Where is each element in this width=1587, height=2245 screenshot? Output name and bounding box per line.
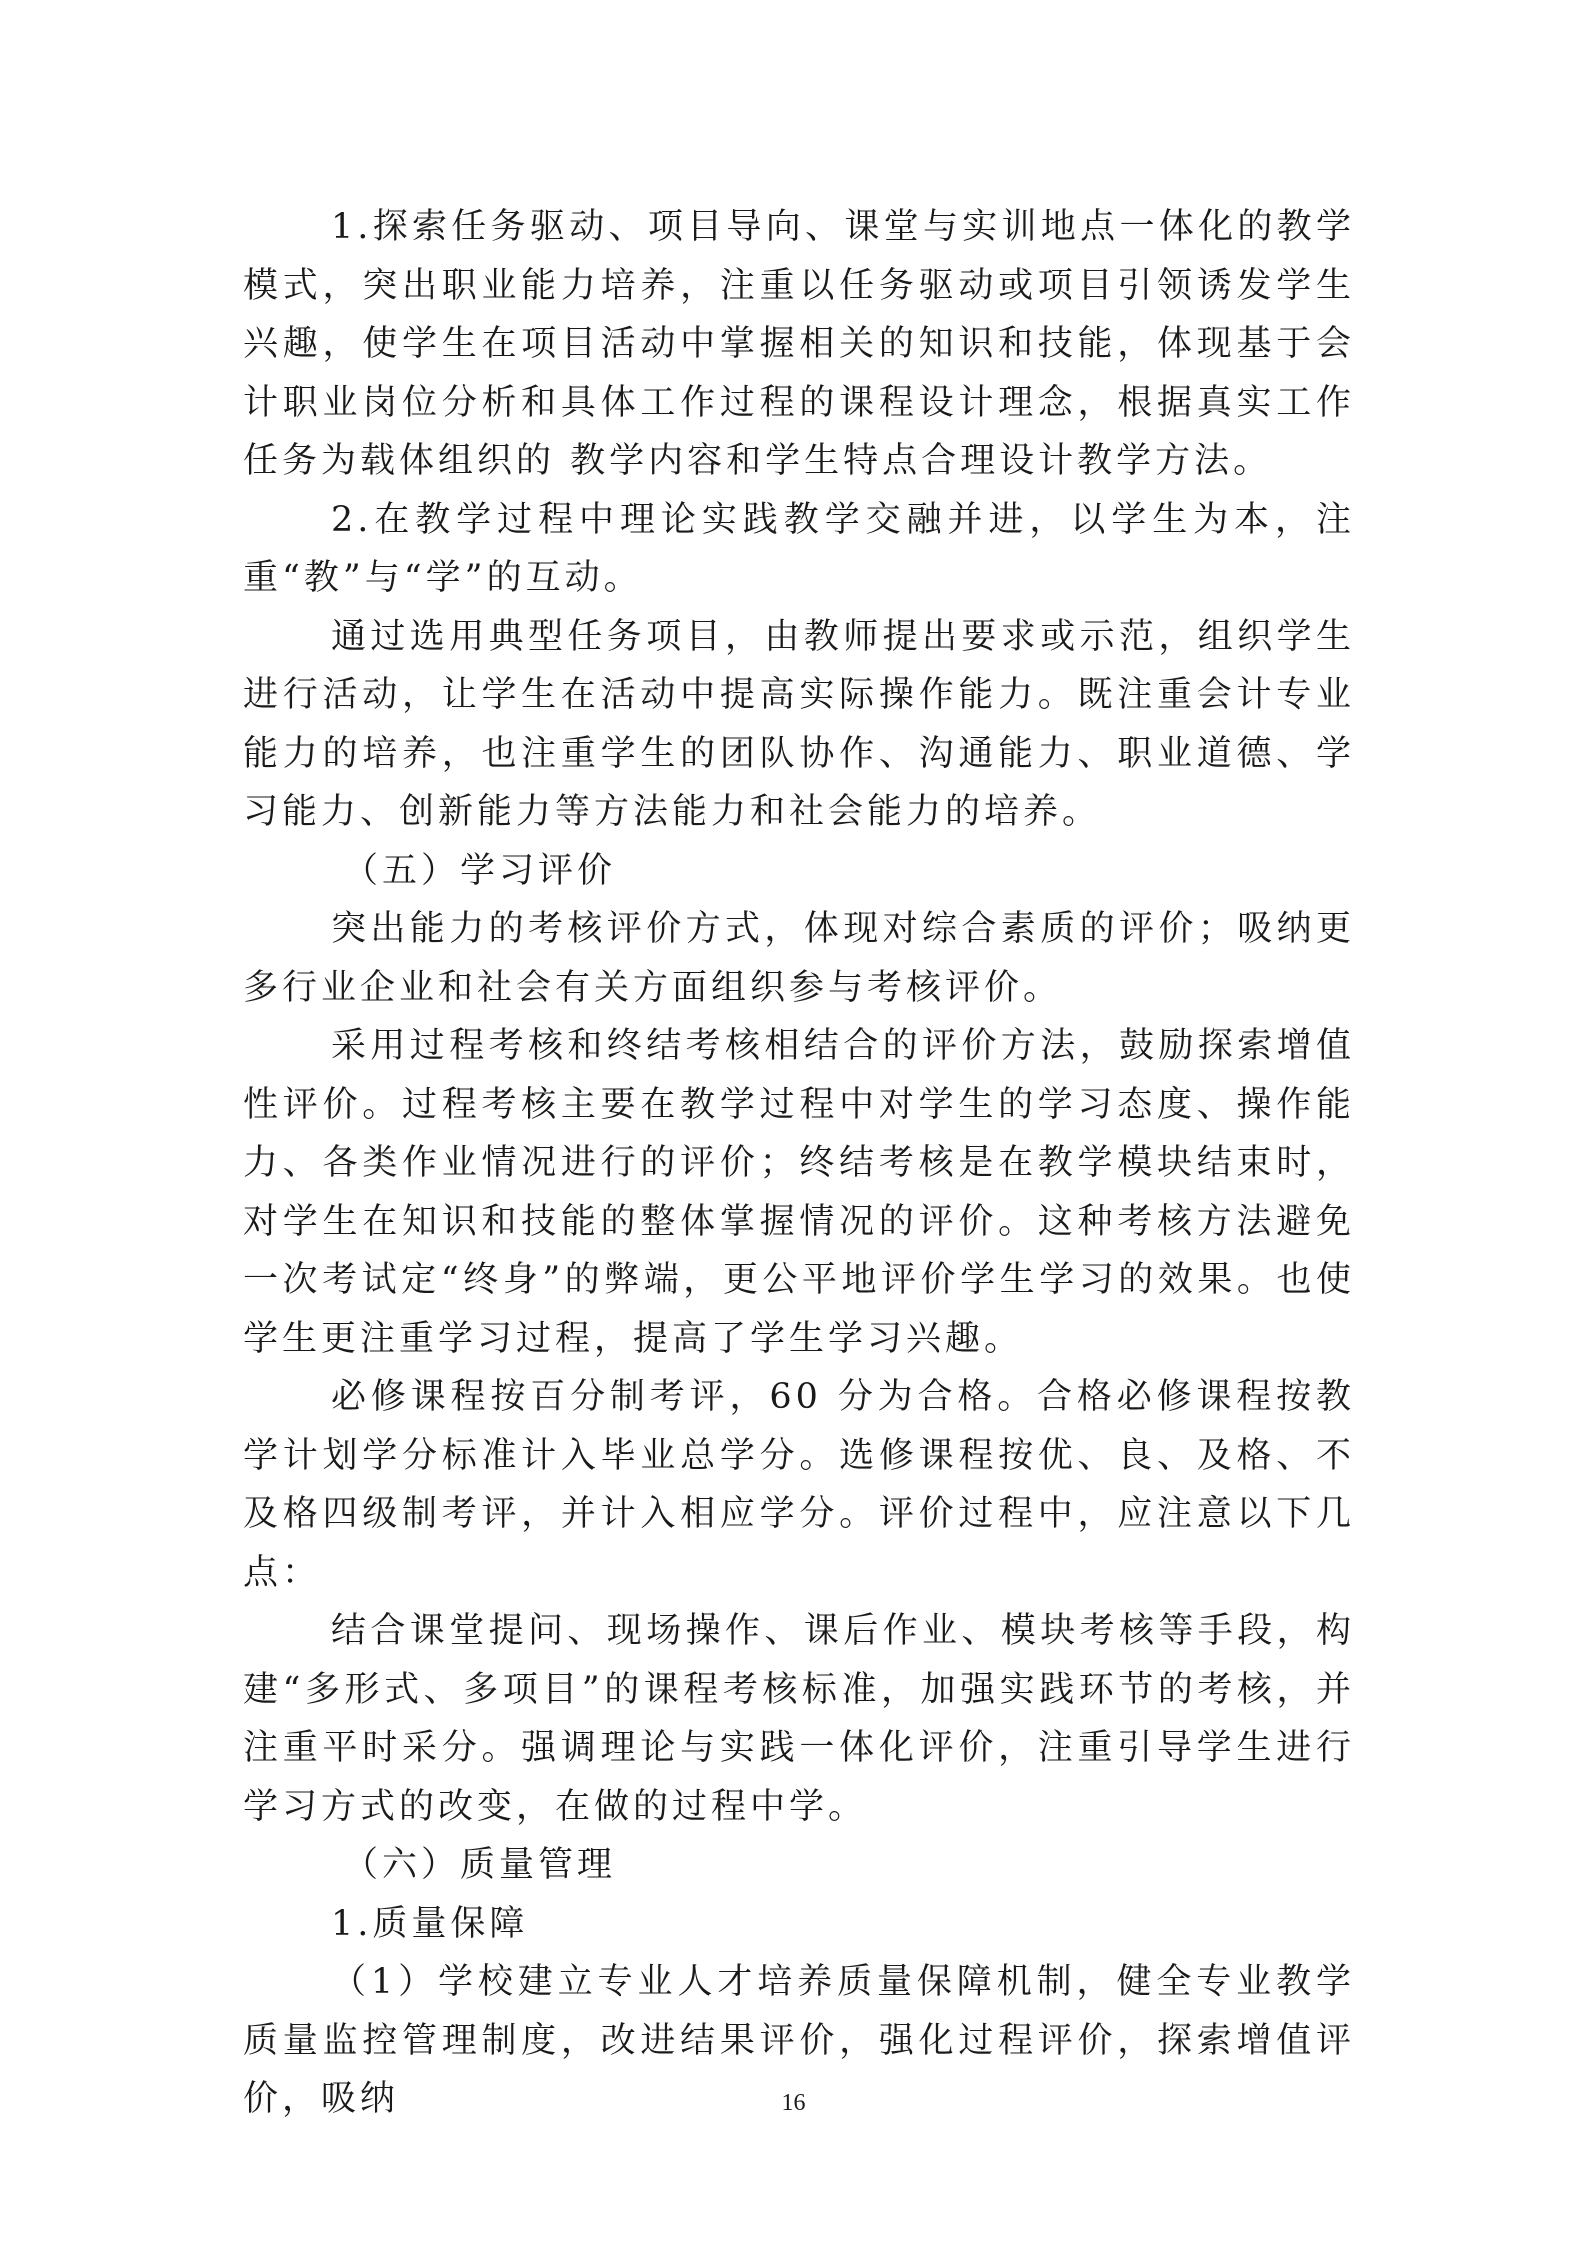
page-number: 16 <box>781 2090 806 2116</box>
paragraph-process-final-assessment: 采用过程考核和终结考核相结合的评价方法，鼓励探索增值性评价。过程考核主要在教学过程中对学生的学习态度、操作能力、各类作业情况进行的评价；终结考核是在教学模块结束时，对学生在知识和技能的整体掌握情况的评价。这种考核方法避免一次考试定“终身”的弊端，更公平地评价学生学习的效果。也使学生更注重学习过程，提高了学生学习兴趣。 <box>243 1026 1355 1359</box>
paragraph-grading-rules: 必修课程按百分制考评，60 分为合格。合格必修课程按教学计划学分标准计入毕业总学分。选修课程按优、良、及格、不及格四级制考评，并计入相应学分。评价过程中，应注意以下几点： <box>243 1377 1355 1593</box>
section-heading-learning-evaluation: （五）学习评价 <box>343 850 617 891</box>
body-text <box>243 198 1355 2129</box>
paragraph-ability-assessment: 突出能力的考核评价方式，体现对综合素质的评价；吸纳更多行业企业和社会有关方面组织参与考核评价。 <box>243 909 1355 1008</box>
paragraph-teaching-mode: 1.探索任务驱动、项目导向、课堂与实训地点一体化的教学模式，突出职业能力培养，注重以任务驱动或项目引领诱发学生兴趣，使学生在项目活动中掌握相关的知识和技能，体现基于会计职业岗位分析和具体工作过程的课程设计理念，根据真实工作任务为载体组织的 教学内容和学生特点合理设计教学方法。 <box>243 207 1355 481</box>
paragraph-theory-practice: 2.在教学过程中理论实践教学交融并进，以学生为本，注重“教”与“学”的互动。 <box>243 499 1355 598</box>
paragraph-task-projects: 通过选用典型任务项目，由教师提出要求或示范，组织学生进行活动，让学生在活动中提高实际操作能力。既注重会计专业能力的培养，也注重学生的团队协作、沟通能力、职业道德、学习能力、创新能力等方法能力和社会能力的培养。 <box>243 616 1355 832</box>
paragraph-quality-mechanism: （1）学校建立专业人才培养质量保障机制，健全专业教学质量监控管理制度，改进结果评价，强化过程评价，探索增值评价，吸纳 <box>243 1962 1355 2119</box>
subheading-quality-assurance: 1.质量保障 <box>331 1903 529 1944</box>
paragraph-assessment-methods: 结合课堂提问、现场操作、课后作业、模块考核等手段，构建“多形式、多项目”的课程考核标准，加强实践环节的考核，并注重平时采分。强调理论与实践一体化评价，注重引导学生进行学习方式的改变，在做的过程中学。 <box>243 1611 1355 1827</box>
section-heading-quality-management: （六）质量管理 <box>343 1845 617 1885</box>
